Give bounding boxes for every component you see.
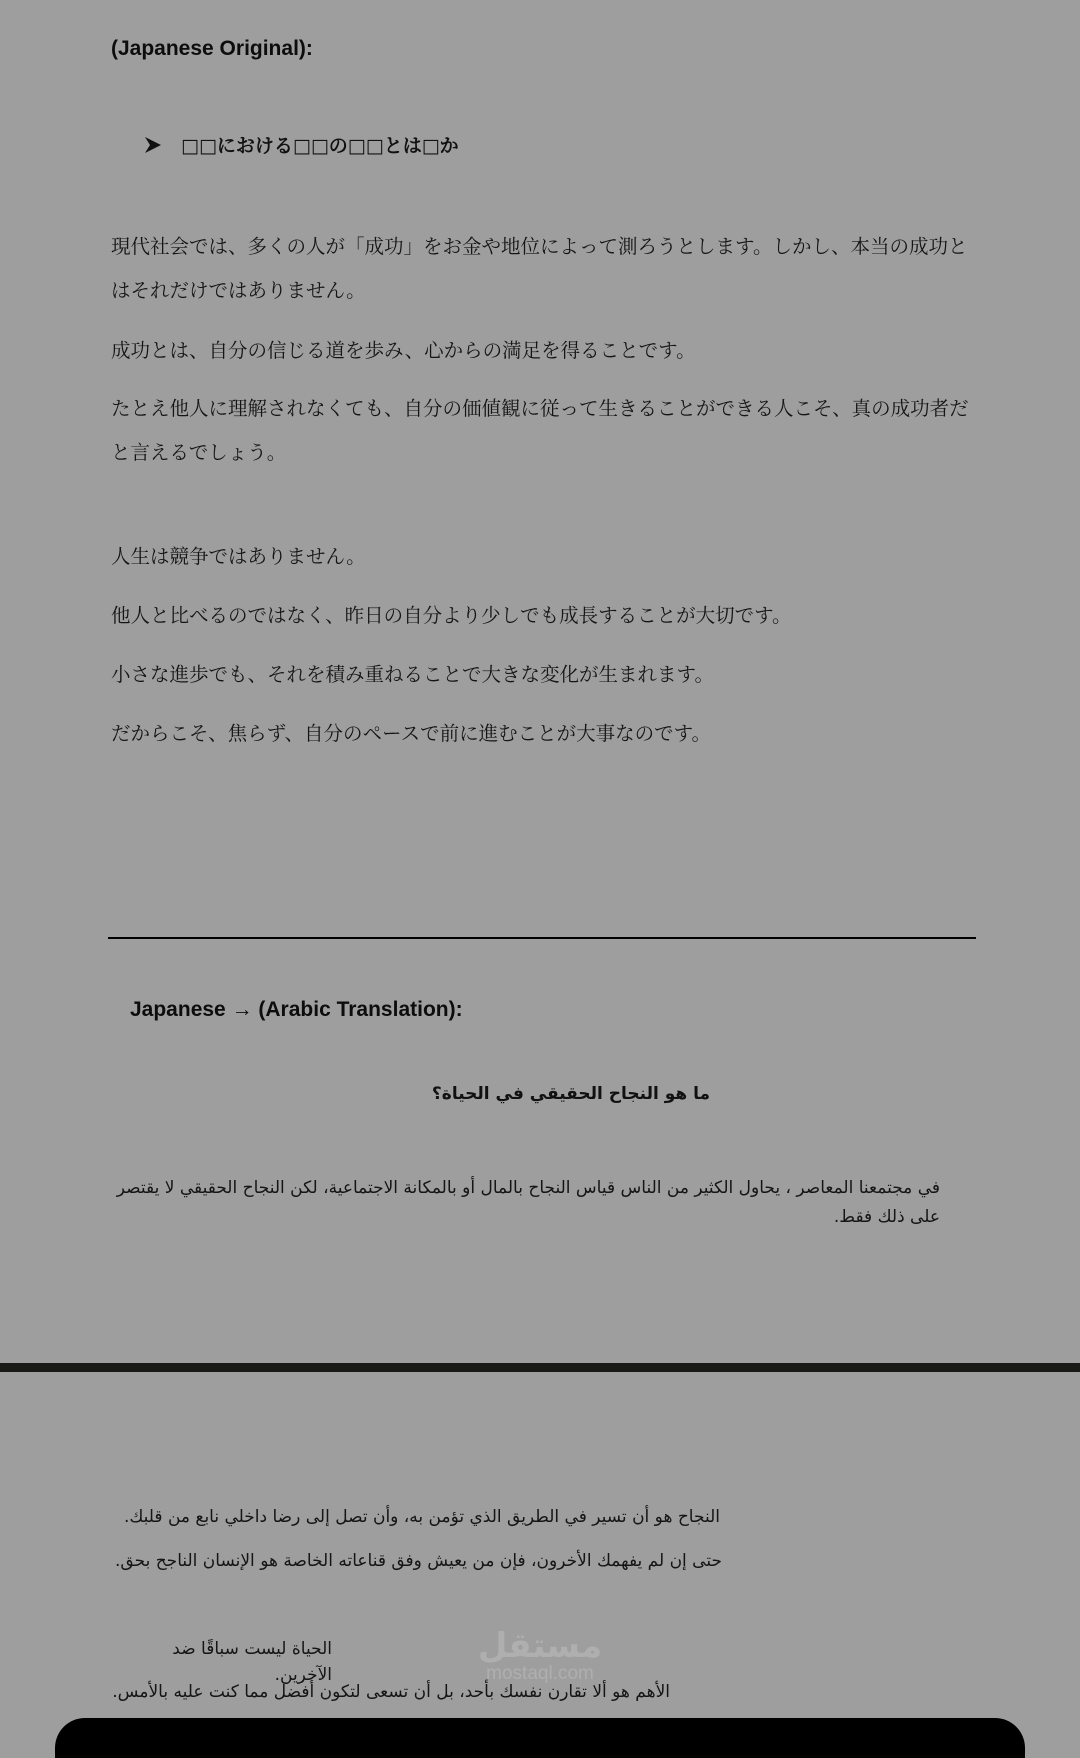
japanese-paragraph-5: 他人と比べるのではなく、昨日の自分より少しでも成長することが大切です。 bbox=[111, 604, 792, 627]
bottom-overlay-bar bbox=[55, 1718, 1025, 1758]
arabic-title: ما هو النجاح الحقيقي في الحياة؟ bbox=[431, 1084, 710, 1104]
arabic-paragraph-5: الأهم هو ألا تقارن نفسك بأحد، بل أن تسعى لتكون أفضل مما كنت عليه بالأمس. bbox=[112, 1682, 670, 1702]
japanese-paragraph-7: だからこそ、焦らず、自分のペースで前に進むことが大事なのです。 bbox=[111, 722, 712, 745]
mostaql-watermark bbox=[470, 1628, 610, 1684]
japanese-original-heading: (Japanese Original): bbox=[111, 37, 313, 60]
arrowhead-bullet-icon bbox=[143, 135, 163, 155]
arabic-paragraph-3: حتى إن لم يفهمك الأخرون، فإن من يعيش وفق قناعاته الخاصة هو الإنسان الناجح بحق. bbox=[115, 1551, 722, 1571]
japanese-paragraph-1: 現代社会では、多くの人が「成功」をお金や地位によって測ろうとします。しかし、本当の成功とはそれだけではありません。 bbox=[111, 235, 968, 302]
japanese-paragraph-3: たとえ他人に理解されなくても、自分の価値観に従って生きることができる人こそ、真の成功者だと言えるでしょう。 bbox=[111, 397, 969, 464]
arabic-paragraph-4: الحياة ليست سباقًا ضد الآخرين. bbox=[172, 1639, 332, 1685]
page-break-bar bbox=[0, 1363, 1080, 1372]
arabic-translation-heading: Japanese → (Arabic Translation): bbox=[130, 998, 463, 1021]
watermark-arabic: مستقل bbox=[477, 1626, 603, 1666]
section-divider bbox=[108, 937, 976, 939]
japanese-title bbox=[143, 131, 459, 158]
arabic-paragraph-2: النجاح هو أن تسير في الطريق الذي تؤمن به، وأن تصل إلى رضا داخلي نابع من قلبك. bbox=[123, 1507, 720, 1527]
japanese-paragraph-6: 小さな進歩でも、それを積み重ねることで大きな変化が生まれます。 bbox=[111, 663, 714, 686]
japanese-paragraph-4: 人生は競争ではありません。 bbox=[111, 545, 366, 568]
watermark-latin: mostaql.com bbox=[486, 1663, 594, 1684]
japanese-paragraph-2: 成功とは、自分の信じる道を歩み、心からの満足を得ることです。 bbox=[111, 339, 696, 362]
japanese-title-text: □□における□□の□□とは□か bbox=[181, 135, 459, 157]
arabic-paragraph-1: في مجتمعنا المعاصر ، يحاول الكثير من الناس قياس النجاح بالمال أو بالمكانة الاجتماعية، لكن النجاح الحقيقي لا يقتصر على ذلك فقط. bbox=[116, 1178, 940, 1227]
